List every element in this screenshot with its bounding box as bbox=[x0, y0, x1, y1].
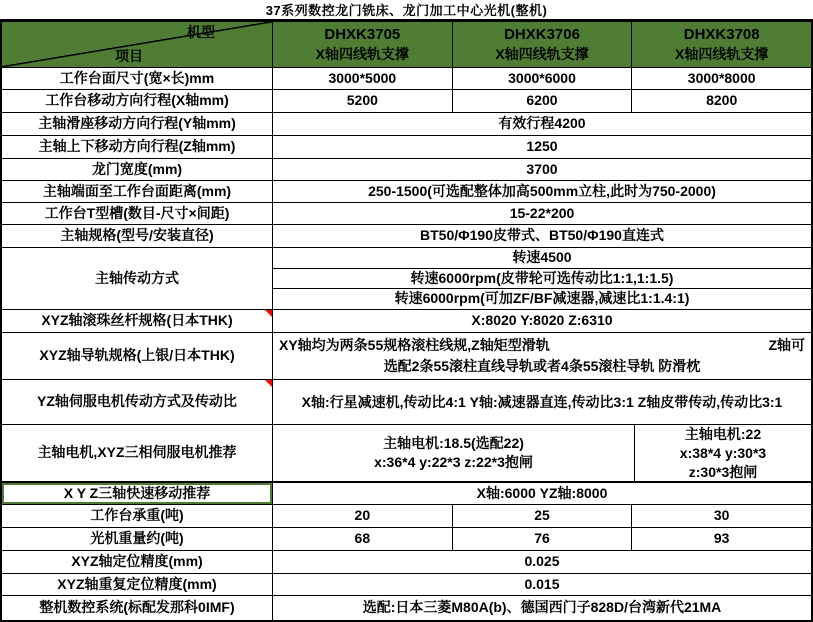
comment-indicator-icon bbox=[265, 380, 272, 387]
comment-indicator-icon bbox=[265, 310, 272, 317]
spec-value[interactable]: 76 bbox=[452, 528, 632, 550]
spec-value-merged[interactable]: 0.015 bbox=[272, 574, 811, 595]
table-row bbox=[2, 332, 811, 379]
spec-value-drive-option[interactable]: 转速6000rpm(可加ZF/BF减速器,减速比1:1.4:1) bbox=[273, 288, 811, 309]
spec-label-servo-drive[interactable]: YZ轴伺服电机传动方式及传动比 bbox=[2, 380, 272, 424]
table-row bbox=[2, 379, 811, 424]
table-row bbox=[2, 504, 811, 527]
spec-label-z-travel[interactable]: 主轴上下移动方向行程(Z轴mm) bbox=[38, 138, 236, 155]
table-row bbox=[2, 67, 811, 89]
spec-value-merged[interactable]: 250-1500(可选配整体加高500mm立柱,此时为750-2000) bbox=[272, 181, 811, 202]
table-row bbox=[2, 595, 811, 620]
spec-value-merged[interactable]: XY轴均为两条55规格滚柱线规,Z轴矩型滑轨 Z轴可 选配2条55滚柱直线导轨或者4条55滚柱导轨 防滑枕 bbox=[272, 333, 811, 379]
spec-value-merged[interactable]: 有效行程4200 bbox=[272, 113, 811, 135]
spec-value-merged[interactable]: 1250 bbox=[272, 136, 811, 158]
header-model-dhxk3705[interactable]: DHXK3705 X轴四线轨支撑 bbox=[272, 22, 452, 67]
table-header-row bbox=[2, 22, 811, 67]
spec-value[interactable]: 8200 bbox=[631, 90, 811, 112]
spec-value-merged[interactable]: 3700 bbox=[272, 159, 811, 180]
header-model-dhxk3706[interactable]: DHXK3706 X轴四线轨支撑 bbox=[452, 22, 632, 67]
spec-value-merged[interactable]: BT50/Φ190皮带式、BT50/Φ190直连式 bbox=[272, 225, 811, 247]
table-row bbox=[2, 202, 811, 224]
spec-value[interactable]: 25 bbox=[452, 505, 632, 527]
spec-value-merged[interactable]: X:8020 Y:8020 Z:6310 bbox=[272, 310, 811, 332]
spec-label-positioning-accuracy[interactable]: XYZ轴定位精度(mm) bbox=[71, 553, 203, 570]
spec-value-merged[interactable]: X轴:6000 YZ轴:8000 bbox=[272, 483, 811, 504]
spec-label-table-load[interactable]: 工作台承重(吨) bbox=[90, 507, 184, 524]
header-item-label: 项目 bbox=[115, 47, 143, 64]
spec-value-merged[interactable]: 15-22*200 bbox=[272, 203, 811, 224]
spec-value[interactable]: 30 bbox=[631, 505, 811, 527]
spec-value[interactable]: 68 bbox=[272, 528, 452, 550]
spec-value[interactable]: 3000*6000 bbox=[452, 68, 632, 89]
spec-label-spindle-spec[interactable]: 主轴规格(型号/安装直径) bbox=[60, 227, 214, 244]
table-row bbox=[2, 112, 811, 135]
page-title: 37系列数控龙门铣床、龙门加工中心光机(整机) bbox=[265, 3, 548, 18]
table-row bbox=[2, 135, 811, 158]
spec-label-rapid-traverse[interactable]: X Y Z三轴快速移动推荐 bbox=[2, 483, 272, 504]
spec-label-ballscrew[interactable]: XYZ轴滚珠丝杆规格(日本THK) bbox=[2, 310, 272, 332]
table-row bbox=[2, 158, 811, 180]
spec-label-repeat-accuracy[interactable]: XYZ轴重复定位精度(mm) bbox=[57, 575, 217, 592]
spec-label-table-size[interactable]: 工作台面尺寸(宽×长)mm bbox=[59, 69, 215, 86]
spec-value-motors-3705-3706[interactable]: 主轴电机:18.5(选配22) x:36*4 y:22*3 z:22*3抱闸 bbox=[272, 425, 634, 481]
spec-value-drive-option[interactable]: 转速4500 bbox=[512, 249, 572, 266]
header-machine-type-label: 机型 bbox=[187, 24, 215, 40]
spec-label-cnc-system[interactable]: 整机数控系统(标配发那科0IMF) bbox=[39, 599, 235, 616]
spec-value-motors-3708[interactable]: 主轴电机:22 x:38*4 y:30*3 z:30*3抱闸 bbox=[634, 425, 811, 481]
spec-label-motors[interactable]: 主轴电机,XYZ三相伺服电机推荐 bbox=[37, 444, 237, 461]
spec-label-machine-weight[interactable]: 光机重量约(吨) bbox=[90, 530, 184, 547]
table-row bbox=[2, 527, 811, 550]
spec-value-group bbox=[272, 248, 811, 309]
spec-label-guide-rail[interactable]: XYZ轴导轨规格(上银/日本THK) bbox=[39, 347, 235, 364]
spec-label-spindle-distance[interactable]: 主轴端面至工作台面距离(mm) bbox=[42, 182, 232, 199]
spec-table bbox=[0, 19, 813, 622]
spec-value-merged[interactable]: 0.025 bbox=[272, 551, 811, 573]
table-row bbox=[2, 89, 811, 112]
spec-value[interactable]: 20 bbox=[272, 505, 452, 527]
table-row bbox=[2, 247, 811, 309]
table-row bbox=[2, 573, 811, 595]
table-row bbox=[2, 224, 811, 247]
spec-value[interactable]: 3000*8000 bbox=[631, 68, 811, 89]
spec-value-merged[interactable]: 选配:日本三菱M80A(b)、德国西门子828D/台湾新代21MA bbox=[272, 596, 811, 620]
table-row bbox=[2, 309, 811, 332]
spec-value-merged[interactable]: X轴:行星减速机,传动比4:1 Y轴:减速器直连,传动比3:1 Z轴皮带传动,传动比3:1 bbox=[272, 380, 811, 424]
spec-label-gantry-width[interactable]: 龙门宽度(mm) bbox=[91, 160, 183, 177]
header-model-dhxk3708[interactable]: DHXK3708 X轴四线轨支撑 bbox=[631, 22, 811, 67]
table-row bbox=[2, 550, 811, 573]
spec-label-spindle-drive[interactable]: 主轴传动方式 bbox=[95, 269, 179, 286]
table-row bbox=[2, 424, 811, 481]
spec-value-drive-option[interactable]: 转速6000rpm(皮带轮可选传动比1:1,1:1.5) bbox=[273, 268, 811, 289]
spec-label-x-travel[interactable]: 工作台移动方向行程(X轴mm) bbox=[45, 92, 229, 109]
spec-value[interactable]: 6200 bbox=[452, 90, 632, 112]
header-corner-cell[interactable] bbox=[2, 22, 272, 67]
spec-value[interactable]: 93 bbox=[631, 528, 811, 550]
spec-label-y-travel[interactable]: 主轴滑座移动方向行程(Y轴mm) bbox=[38, 115, 236, 132]
table-row bbox=[2, 481, 811, 504]
table-row bbox=[2, 180, 811, 202]
spec-value[interactable]: 5200 bbox=[272, 90, 452, 112]
spec-label-t-slots[interactable]: 工作台T型槽(数目-尺寸×间距) bbox=[44, 204, 230, 221]
spec-value[interactable]: 3000*5000 bbox=[272, 68, 452, 89]
